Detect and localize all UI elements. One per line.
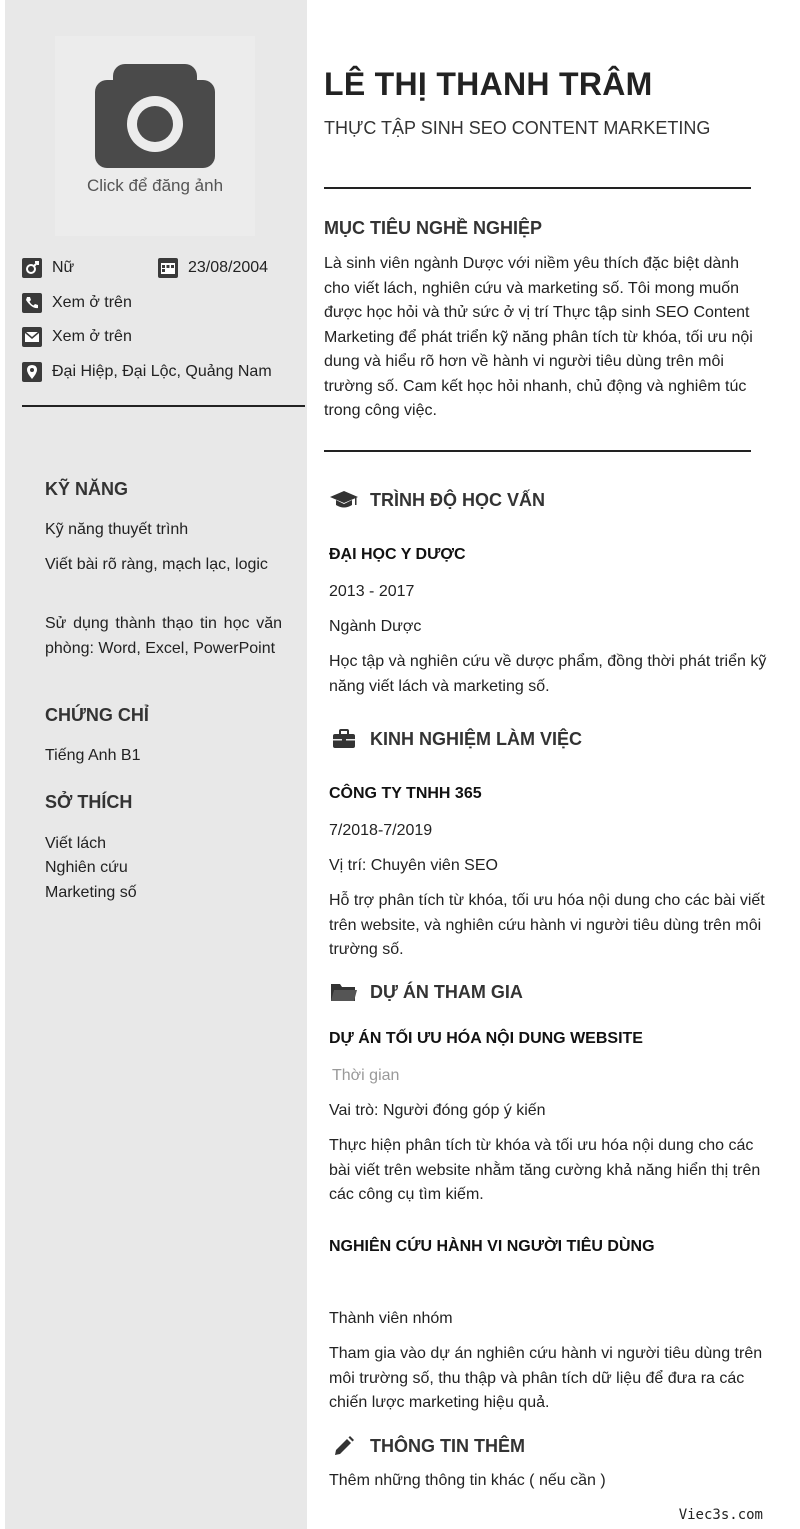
briefcase-icon	[333, 729, 355, 749]
company-name: CÔNG TY TNHH 365	[329, 785, 482, 802]
experience-title: KINH NGHIỆM LÀM VIỆC	[370, 728, 583, 749]
hobby-item: Viết lách	[45, 835, 107, 852]
education-period: 2013 - 2017	[329, 583, 415, 600]
address-row	[22, 361, 272, 383]
additional-text: Thêm những thông tin khác ( nếu cần )	[329, 1472, 606, 1489]
project-role: Thành viên nhóm	[329, 1310, 453, 1327]
photo-upload[interactable]	[55, 36, 255, 236]
phone-row	[22, 292, 132, 314]
experience-heading	[330, 726, 582, 752]
school-name: ĐẠI HỌC Y DƯỢC	[329, 546, 466, 563]
education-description: Học tập và nghiên cứu về dược phẩm, đồng thời phát triển kỹ năng viết lách và marketing số.	[329, 653, 767, 695]
project-description: Tham gia vào dự án nghiên cứu hành vi người tiêu dùng trên môi trường số, thu thập và phân tích dữ liệu để đưa ra các chiến lược marketing hiệu quả.	[329, 1345, 763, 1411]
objective-text: Là sinh viên ngành Dược với niềm yêu thích đặc biệt dành cho viết lách, nghiên cứu và marketing số. Tôi mong muốn được học hỏi và thử sức ở vị trí Thực tập sinh SEO Content Marketing để phát triển kỹ năng phân tích từ khóa, tối ưu nội dung và hiểu rõ hơn về hành vi người tiêu dùng trên môi trường số. Cam kết học hỏi nhanh, chủ động và nghiêm túc trong công việc.	[324, 255, 753, 419]
phone-value: Xem ở trên	[52, 294, 132, 311]
certificates-heading: CHỨNG CHỈ	[45, 705, 149, 725]
birthday-value: 23/08/2004	[188, 259, 269, 276]
mail-icon	[22, 327, 42, 347]
camera-icon	[95, 64, 215, 169]
skill-item: Viết bài rõ ràng, mạch lạc, logic	[45, 556, 268, 573]
gender-row	[22, 257, 74, 279]
header-divider	[324, 187, 751, 189]
projects-title: DỰ ÁN THAM GIA	[370, 981, 523, 1002]
calendar-icon	[158, 258, 178, 278]
hobbies-heading: SỞ THÍCH	[45, 792, 133, 812]
job-title: THỰC TẬP SINH SEO CONTENT MARKETING	[324, 118, 711, 138]
experience-period: 7/2018-7/2019	[329, 822, 433, 839]
photo-caption: Click để đăng ảnh	[86, 176, 224, 195]
projects-heading	[330, 979, 523, 1005]
objective-divider	[324, 450, 751, 452]
gender-value: Nữ	[52, 259, 75, 276]
address-value: Đại Hiệp, Đại Lộc, Quảng Nam	[52, 363, 272, 380]
phone-icon	[22, 293, 42, 313]
full-name: LÊ THỊ THANH TRÂM	[324, 66, 653, 102]
project-role: Vai trò: Người đóng góp ý kiến	[329, 1102, 546, 1119]
hobby-item: Nghiên cứu	[45, 859, 128, 876]
pencil-icon	[333, 1435, 355, 1457]
skill-item: Kỹ năng thuyết trình	[45, 521, 189, 538]
birthday-row	[158, 257, 268, 279]
skills-heading: KỸ NĂNG	[45, 479, 129, 499]
folder-icon	[331, 982, 357, 1002]
education-title: TRÌNH ĐỘ HỌC VẤN	[370, 489, 545, 510]
location-pin-icon	[22, 362, 42, 382]
project-time: Thời gian	[332, 1067, 400, 1084]
email-row	[22, 326, 132, 348]
additional-heading	[330, 1433, 525, 1459]
objective-heading: MỤC TIÊU NGHỀ NGHIỆP	[324, 218, 543, 238]
gender-icon	[22, 258, 42, 278]
education-heading	[330, 487, 545, 513]
experience-description: Hỗ trợ phân tích từ khóa, tối ưu hóa nội dung cho các bài viết trên website, và nghiên cứu hành vi người tiêu dùng trên môi trường số.	[329, 892, 765, 958]
footer-brand: Viec3s.com	[678, 1507, 763, 1523]
graduation-cap-icon	[330, 490, 358, 510]
skill-item: Sử dụng thành thạo tin học văn phòng: Word, Excel, PowerPoint	[45, 615, 282, 657]
certificate-item: Tiếng Anh B1	[45, 747, 141, 764]
project-description: Thực hiện phân tích từ khóa và tối ưu hóa nội dung cho các bài viết trên website nhằm tăng cường khả năng hiển thị trên các công cụ tìm kiếm.	[329, 1137, 761, 1203]
additional-title: THÔNG TIN THÊM	[370, 1435, 525, 1456]
experience-position: Vị trí: Chuyên viên SEO	[329, 857, 498, 874]
email-value: Xem ở trên	[52, 328, 132, 345]
hobby-item: Marketing số	[45, 884, 137, 901]
education-major: Ngành Dược	[329, 618, 422, 635]
project-name: NGHIÊN CỨU HÀNH VI NGƯỜI TIÊU DÙNG	[329, 1238, 655, 1255]
sidebar-divider	[22, 405, 305, 407]
project-name: DỰ ÁN TỐI ƯU HÓA NỘI DUNG WEBSITE	[329, 1030, 643, 1047]
